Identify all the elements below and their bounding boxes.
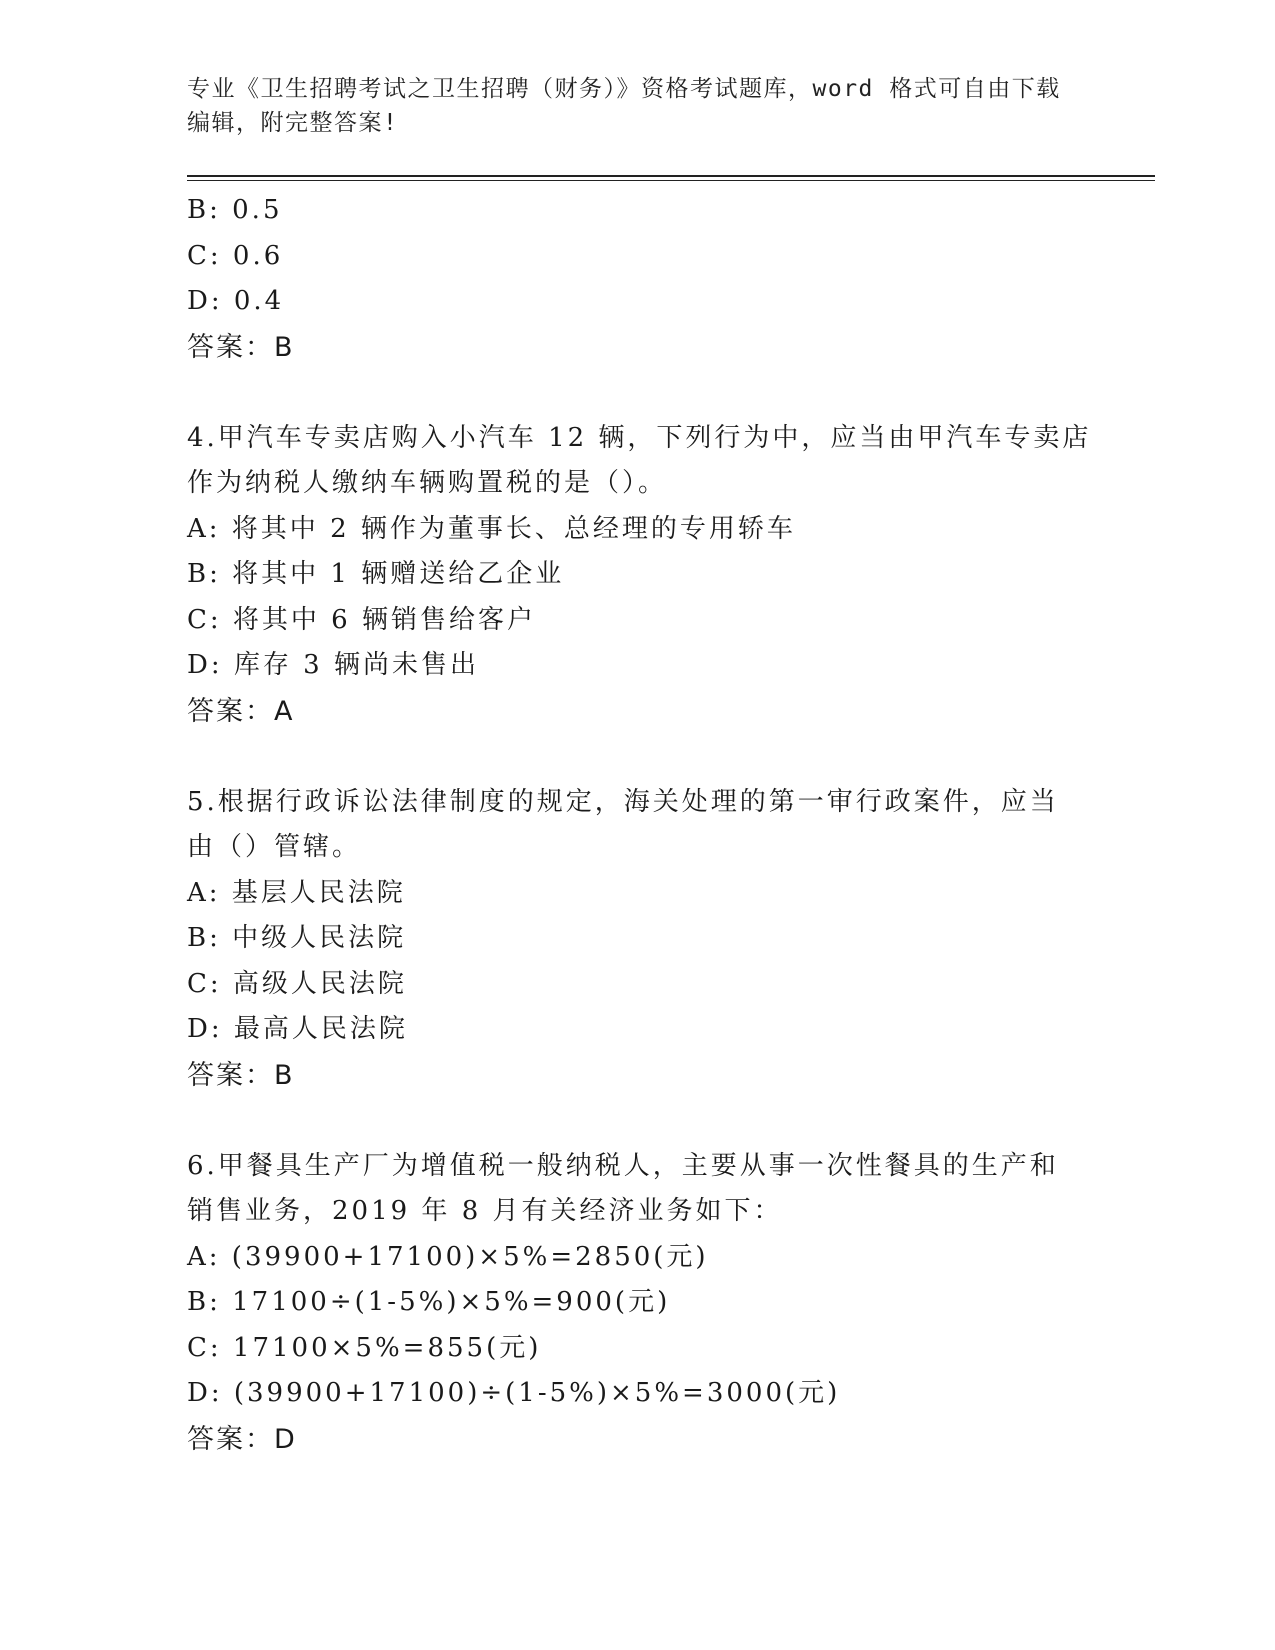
q4-stem-line-1: 4.甲汽车专卖店购入小汽车 12 辆，下列行为中，应当由甲汽车专卖店 [187, 422, 1092, 453]
q6-stem-line-2: 销售业务，2019 年 8 月有关经济业务如下： [187, 1196, 783, 1226]
spacer [187, 1098, 1087, 1144]
spacer [187, 370, 1087, 416]
q6-option-a: A: (39900+17100)×5%=2850(元) [187, 1241, 709, 1272]
header-line-2: 编辑，附完整答案! [187, 110, 399, 136]
q4-answer [187, 689, 1087, 735]
q5-option-c: C: 高级人民法院 [187, 968, 407, 999]
q3-answer-label: 答案： [187, 331, 274, 363]
header-line-1: 专业《卫生招聘考试之卫生招聘（财务）》资格考试题库，word 格式可自由下载 [187, 76, 1061, 102]
question-6 [187, 1144, 1087, 1463]
header-divider-thick [187, 175, 1155, 177]
header-divider-thin [187, 180, 1155, 181]
q6-stem-line-1: 6.甲餐具生产厂为增值税一般纳税人，主要从事一次性餐具的生产和 [187, 1150, 1059, 1181]
q4-option-b: B: 将其中 1 辆赠送给乙企业 [187, 559, 565, 589]
q3-option-c: C: 0.6 [187, 240, 284, 271]
q3-answer [187, 325, 1087, 371]
q6-option-c: C: 17100×5%=855(元) [187, 1332, 542, 1363]
q4-option-c: C: 将其中 6 辆销售给客户 [187, 604, 536, 635]
spacer [187, 734, 1087, 780]
q5-answer [187, 1053, 1087, 1099]
question-4 [187, 416, 1092, 735]
q3-answer-value: B [274, 331, 294, 363]
q4-option-a: A: 将其中 2 辆作为董事长、总经理的专用轿车 [187, 513, 796, 544]
q6-answer-label: 答案： [187, 1423, 274, 1455]
q4-answer-value: A [274, 695, 294, 727]
q3-option-d: D: 0.4 [187, 286, 285, 316]
document-header [187, 72, 1067, 140]
q6-answer [187, 1417, 1087, 1463]
q6-option-d: D: (39900+17100)÷(1-5%)×5%=3000(元) [187, 1378, 841, 1408]
q4-stem-line-2: 作为纳税人缴纳车辆购置税的是（）。 [187, 468, 668, 498]
q5-option-d: D: 最高人民法院 [187, 1014, 408, 1044]
q5-stem-line-1: 5.根据行政诉讼法律制度的规定，海关处理的第一审行政案件，应当 [187, 786, 1059, 817]
q4-answer-label: 答案： [187, 695, 274, 727]
q6-answer-value: D [274, 1423, 296, 1455]
q5-option-b: B: 中级人民法院 [187, 923, 407, 953]
question-list [187, 188, 1092, 1462]
q6-option-b: B: 17100÷(1-5%)×5%=900(元) [187, 1287, 671, 1317]
q3-option-b: B: 0.5 [187, 195, 283, 225]
question-5 [187, 780, 1087, 1099]
q5-answer-label: 答案： [187, 1059, 274, 1091]
q4-option-d: D: 库存 3 辆尚未售出 [187, 650, 479, 680]
q5-answer-value: B [274, 1059, 294, 1091]
question-3 [187, 188, 1087, 370]
q5-stem-line-2: 由（）管辖。 [187, 832, 362, 862]
q5-option-a: A: 基层人民法院 [187, 877, 406, 908]
